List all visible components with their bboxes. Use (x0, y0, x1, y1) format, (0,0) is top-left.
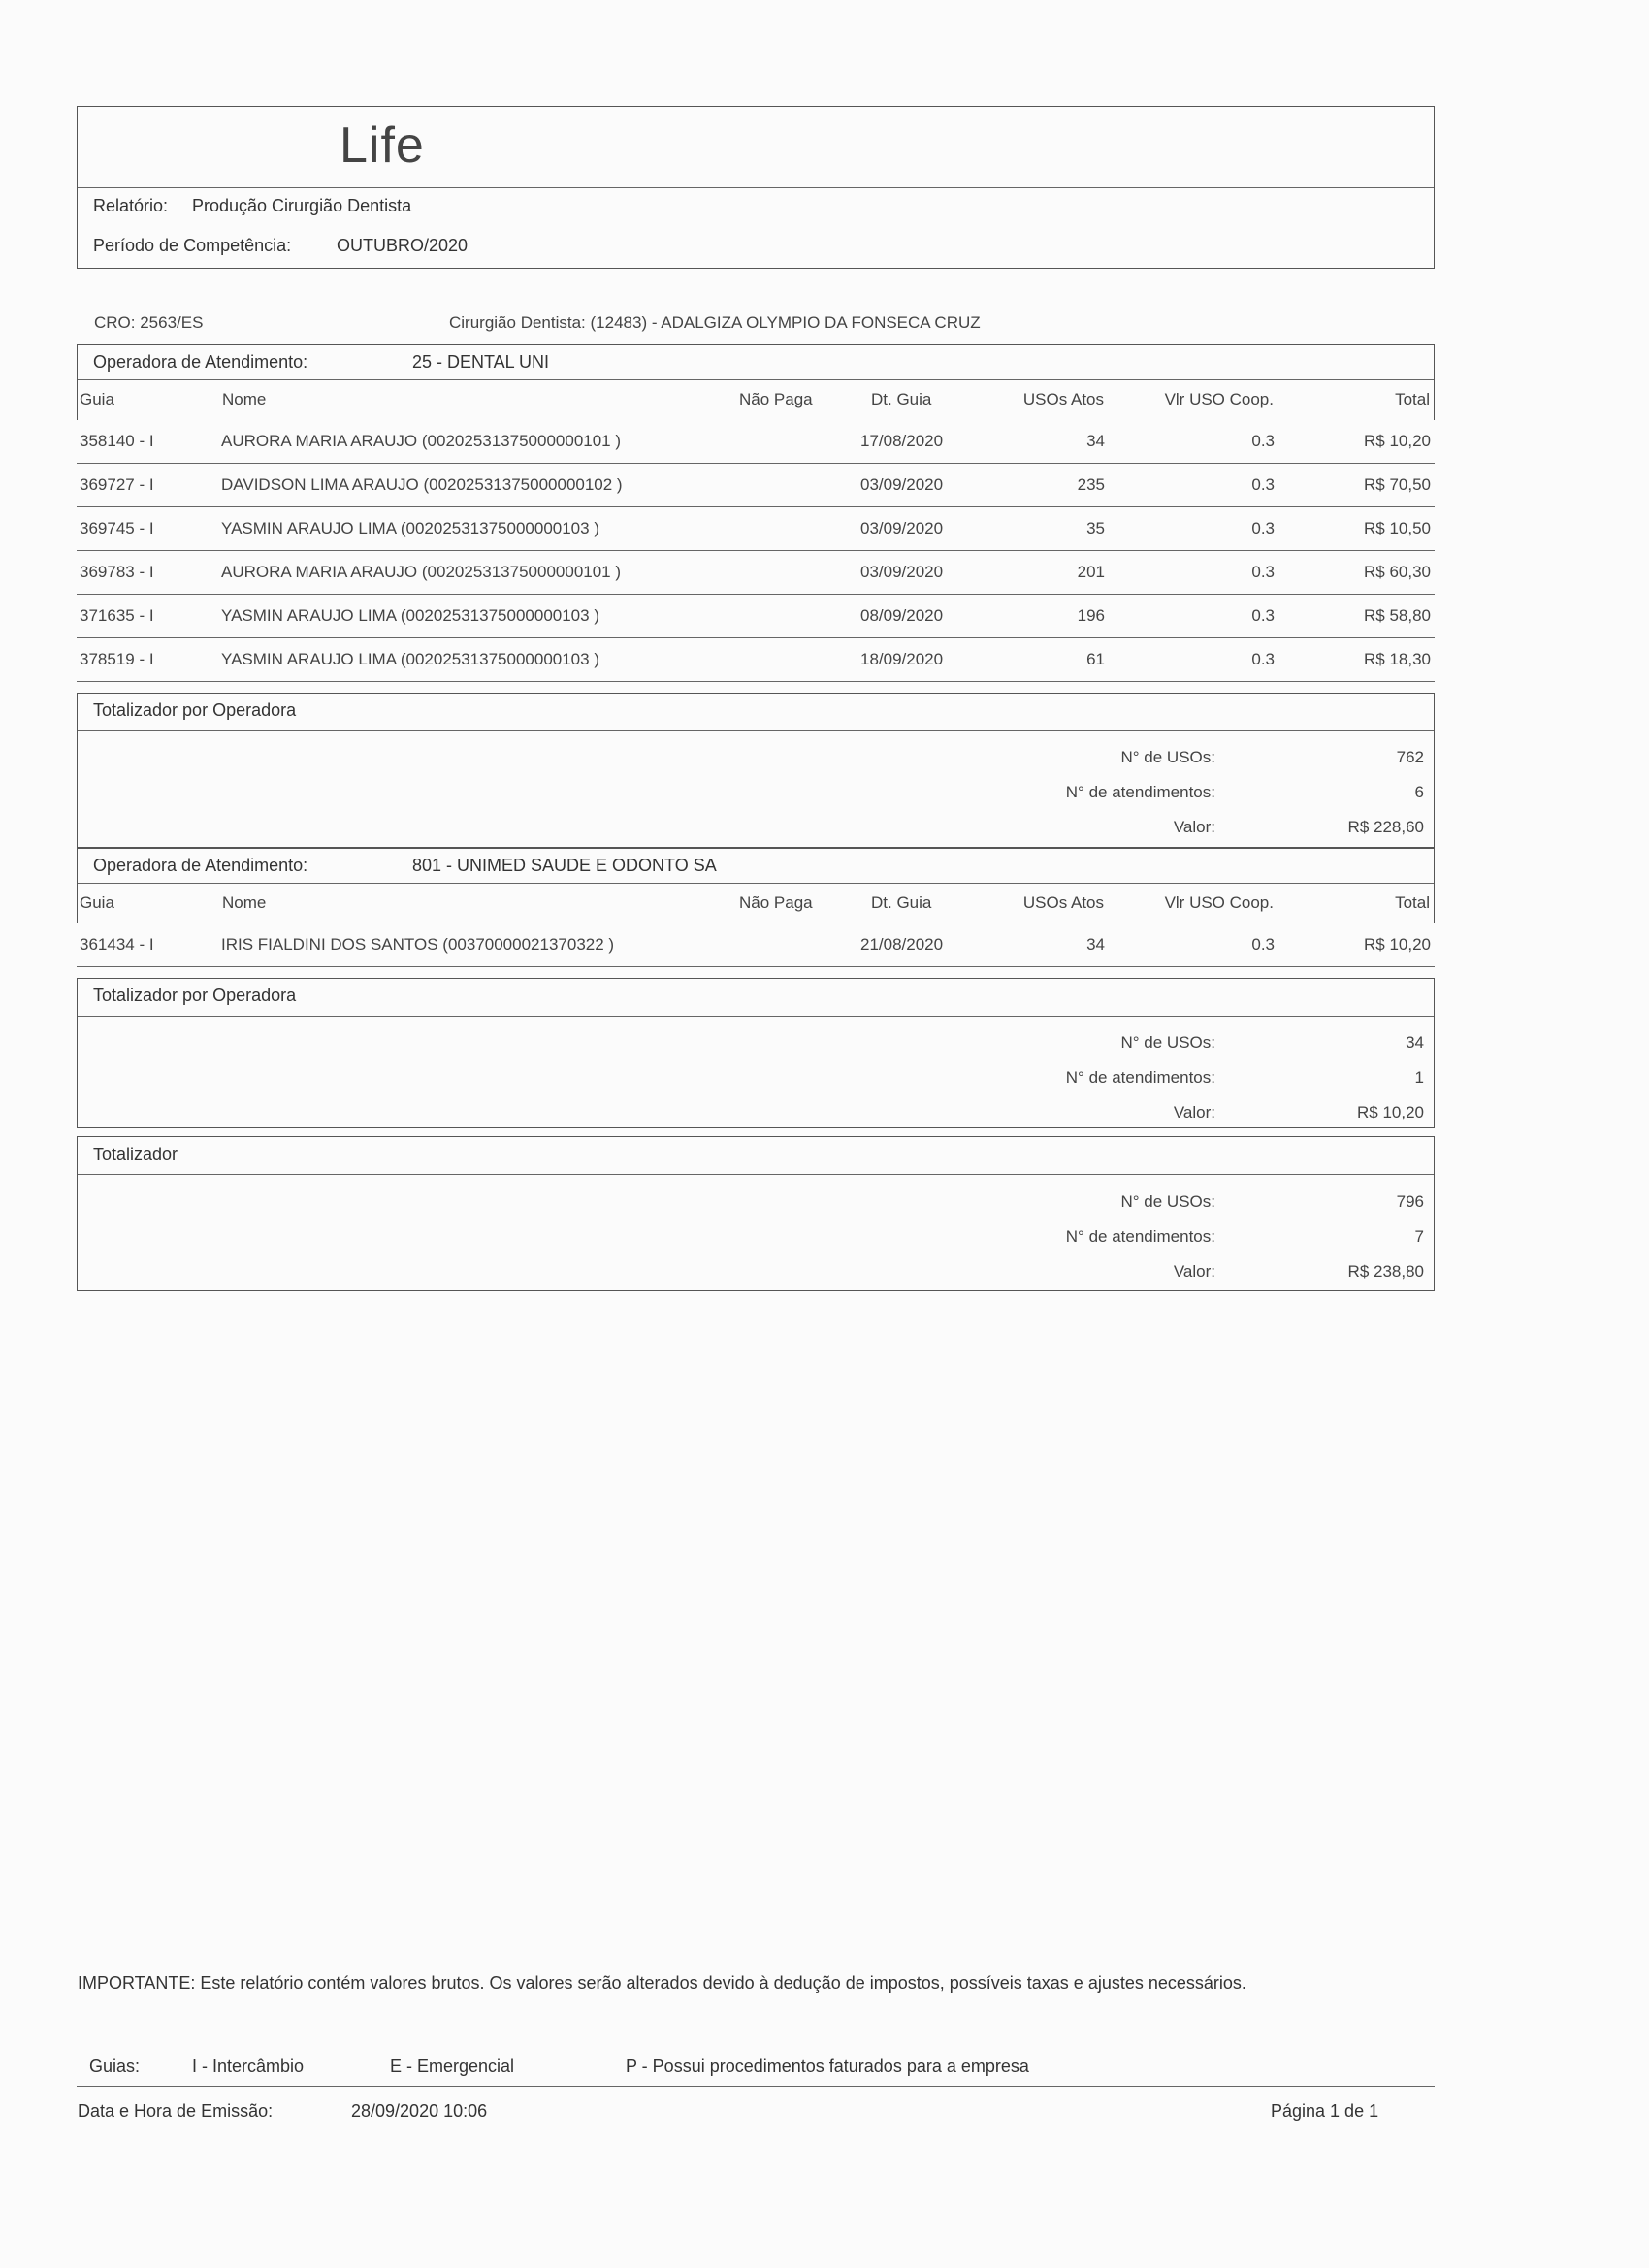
vlr-uso: 0.3 (1251, 475, 1275, 494)
table-row (77, 464, 1435, 507)
guia: 369745 - I (80, 519, 154, 537)
legend-emergencial: E - Emergencial (390, 2057, 515, 2076)
col-total: Total (1395, 390, 1430, 408)
operator-name: 801 - UNIMED SAUDE E ODONTO SA (412, 856, 717, 875)
report-header (77, 106, 1435, 269)
nome: YASMIN ARAUJO LIMA (00202531375000000103 ) (221, 519, 599, 537)
nome: YASMIN ARAUJO LIMA (00202531375000000103 ) (221, 650, 599, 668)
table-row (77, 638, 1435, 682)
dt-guia: 21/08/2020 (860, 935, 944, 954)
dt-guia: 03/09/2020 (860, 519, 944, 537)
dentist: Cirurgião Dentista: (12483) - ADALGIZA OLYMPIO DA FONSECA CRUZ (449, 313, 981, 332)
guia: 361434 - I (80, 935, 154, 954)
table-row (77, 923, 1435, 967)
cro: CRO: 2563/ES (94, 313, 204, 332)
total: R$ 58,80 (1364, 606, 1431, 625)
operator-label: Operadora de Atendimento: (93, 352, 308, 372)
total: R$ 10,20 (1364, 935, 1431, 954)
col-usos: USOs Atos (1022, 893, 1104, 912)
col-nao-paga: Não Paga (739, 893, 813, 912)
col-total: Total (1395, 893, 1430, 912)
vlr-uso: 0.3 (1251, 935, 1275, 954)
nome: YASMIN ARAUJO LIMA (00202531375000000103 ) (221, 606, 599, 625)
total-usos: 34 (1406, 1033, 1424, 1052)
total-atend: 1 (1414, 1068, 1424, 1086)
operator-totals (77, 693, 1435, 848)
col-dt-guia: Dt. Guia (871, 893, 932, 912)
period-label: Período de Competência: (93, 236, 292, 255)
usos-label: N° de USOs: (1120, 748, 1215, 766)
operator-section (77, 848, 1435, 923)
legend-intercambio: I - Intercâmbio (192, 2057, 305, 2076)
usos-label: N° de USOs: (1120, 1192, 1215, 1211)
total-valor: R$ 10,20 (1357, 1103, 1424, 1121)
col-usos: USOs Atos (1022, 390, 1104, 408)
guias-label: Guias: (89, 2057, 141, 2076)
col-dt-guia: Dt. Guia (871, 390, 932, 408)
dt-guia: 03/09/2020 (860, 475, 944, 494)
atend-label: N° de atendimentos: (1065, 1068, 1215, 1086)
total-atend: 6 (1414, 783, 1424, 801)
grand-total (77, 1136, 1435, 1291)
operator-totals (77, 978, 1435, 1128)
nome: AURORA MARIA ARAUJO (00202531375000000101 ) (221, 432, 622, 450)
important-note: IMPORTANTE: Este relatório contém valores brutos. Os valores serão alterados devido à dedução de impostos, possíveis taxas e ajustes necessários. (78, 1973, 1246, 1993)
dt-guia: 03/09/2020 (860, 563, 944, 581)
grand-atend: 7 (1414, 1227, 1424, 1246)
grand-usos: 796 (1396, 1192, 1424, 1211)
grand-valor: R$ 238,80 (1347, 1262, 1424, 1280)
vlr-uso: 0.3 (1251, 519, 1275, 537)
report-label: Relatório: (93, 196, 169, 215)
total-valor: R$ 228,60 (1347, 818, 1424, 836)
usos: 196 (1077, 606, 1105, 625)
period-value: OUTUBRO/2020 (337, 236, 469, 255)
col-guia: Guia (80, 390, 114, 408)
col-nao-paga: Não Paga (739, 390, 813, 408)
atend-label: N° de atendimentos: (1065, 1227, 1215, 1246)
dt-guia: 18/09/2020 (860, 650, 944, 668)
totals-title: Totalizador por Operadora (93, 700, 297, 720)
col-nome: Nome (222, 390, 267, 408)
guia: 358140 - I (80, 432, 154, 450)
table-row (77, 551, 1435, 595)
usos-label: N° de USOs: (1120, 1033, 1215, 1052)
operator-label: Operadora de Atendimento: (93, 856, 308, 875)
col-nome: Nome (222, 893, 267, 912)
guia: 378519 - I (80, 650, 154, 668)
table-row (77, 507, 1435, 551)
nome: AURORA MARIA ARAUJO (00202531375000000101 ) (221, 563, 622, 581)
total: R$ 10,20 (1364, 432, 1431, 450)
total: R$ 60,30 (1364, 563, 1431, 581)
usos: 34 (1086, 432, 1105, 450)
valor-label: Valor: (1173, 1103, 1215, 1121)
vlr-uso: 0.3 (1251, 606, 1275, 625)
total: R$ 18,30 (1364, 650, 1431, 668)
nome: DAVIDSON LIMA ARAUJO (00202531375000000102 ) (221, 475, 623, 494)
total: R$ 70,50 (1364, 475, 1431, 494)
dt-guia: 08/09/2020 (860, 606, 944, 625)
nome: IRIS FIALDINI DOS SANTOS (00370000021370322 ) (221, 935, 615, 954)
usos: 35 (1086, 519, 1105, 537)
vlr-uso: 0.3 (1251, 563, 1275, 581)
col-vlr: Vlr USO Coop. (1164, 390, 1274, 408)
legend-empresa: P - Possui procedimentos faturados para a empresa (626, 2057, 1029, 2076)
atend-label: N° de atendimentos: (1065, 783, 1215, 801)
operator-section (77, 344, 1435, 420)
usos: 34 (1086, 935, 1105, 954)
table-row (77, 595, 1435, 638)
life-logo: Life (340, 117, 425, 174)
guia: 371635 - I (80, 606, 154, 625)
emission-value: 28/09/2020 10:06 (351, 2101, 488, 2121)
usos: 61 (1086, 650, 1105, 668)
page-number: Página 1 de 1 (1271, 2101, 1379, 2121)
guia: 369783 - I (80, 563, 154, 581)
dt-guia: 17/08/2020 (860, 432, 944, 450)
usos: 201 (1077, 563, 1105, 581)
valor-label: Valor: (1173, 1262, 1215, 1280)
valor-label: Valor: (1173, 818, 1215, 836)
totals-title: Totalizador por Operadora (93, 986, 297, 1005)
vlr-uso: 0.3 (1251, 432, 1275, 450)
grand-total-title: Totalizador (93, 1145, 178, 1164)
col-guia: Guia (80, 893, 114, 912)
usos: 235 (1077, 475, 1105, 494)
col-vlr: Vlr USO Coop. (1164, 893, 1274, 912)
vlr-uso: 0.3 (1251, 650, 1275, 668)
table-row (77, 420, 1435, 464)
operator-name: 25 - DENTAL UNI (412, 352, 550, 372)
guia: 369727 - I (80, 475, 154, 494)
total: R$ 10,50 (1364, 519, 1431, 537)
emission-label: Data e Hora de Emissão: (78, 2101, 274, 2121)
report-title: Produção Cirurgião Dentista (192, 196, 412, 215)
footer-divider (77, 2086, 1435, 2087)
total-usos: 762 (1396, 748, 1424, 766)
